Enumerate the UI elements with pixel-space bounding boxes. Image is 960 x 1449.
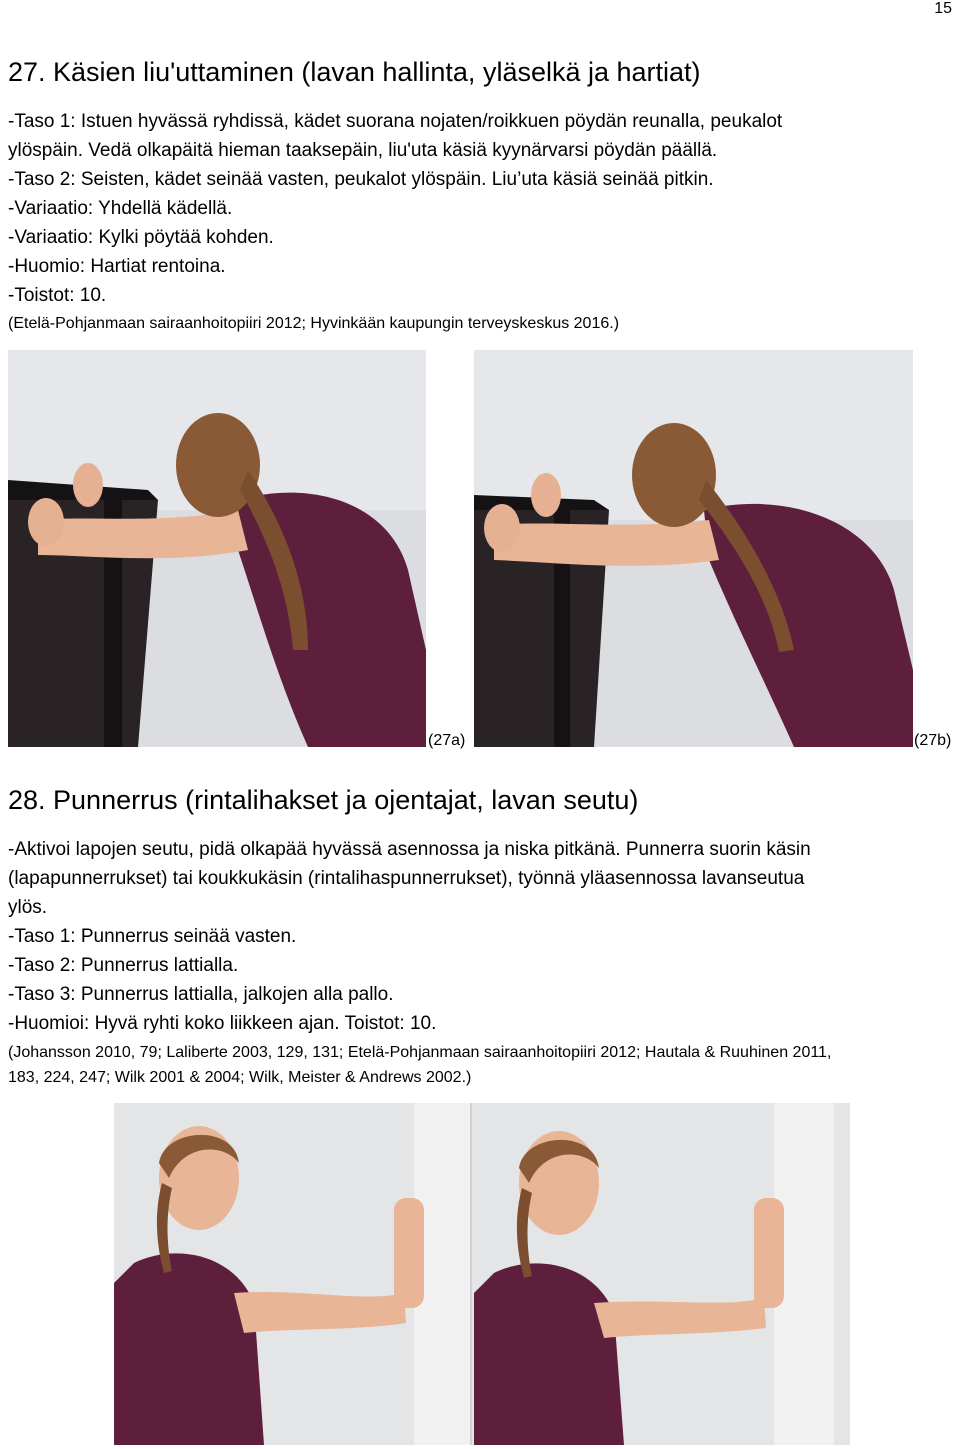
section-27-line: -Toistot: 10. (8, 285, 107, 306)
section-28-reference-line: 183, 224, 247; Wilk 2001 & 2004; Wilk, Meister & Andrews 2002.) (8, 1069, 472, 1086)
photo-27b (474, 350, 913, 747)
page-number: 15 (934, 0, 952, 17)
section-27-body (8, 107, 782, 310)
section-28-line: (lapapunnerrukset) tai koukkukäsin (rintalihaspunnerrukset), työnnä yläasennossa lavanseutua (8, 868, 805, 889)
section-28-line: -Aktivoi lapojen seutu, pidä olkapää hyvässä asennossa ja niska pitkänä. Punnerra suorin käsin (8, 839, 811, 860)
section-27-reference: (Etelä-Pohjanmaan sairaanhoitopiiri 2012; Hyvinkään kaupungin terveyskeskus 2016.) (8, 315, 620, 332)
caption-27b: (27b) (914, 732, 952, 749)
section-28-line: ylös. (8, 897, 48, 918)
photo-28 (114, 1103, 850, 1445)
section-28-body (8, 835, 811, 1038)
section-27-line: -Huomio: Hartiat rentoina. (8, 256, 226, 277)
section-28-line: -Taso 1: Punnerrus seinää vasten. (8, 926, 297, 947)
photo-27a (8, 350, 426, 747)
section-27-line: -Taso 1: Istuen hyvässä ryhdissä, kädet suorana nojaten/roikkuen pöydän reunalla, peukalot (8, 111, 783, 132)
section-27-line: ylöspäin. Vedä olkapäitä hieman taaksepäin, liu'uta käsiä kyynärvarsi pöydän päällä. (8, 140, 718, 161)
section-27-line: -Variaatio: Yhdellä kädellä. (8, 198, 233, 219)
section-27-heading: 27. Käsien liu'uttaminen (lavan hallinta, yläselkä ja hartiat) (8, 57, 701, 87)
section-28-reference-line: (Johansson 2010, 79; Laliberte 2003, 129, 131; Etelä-Pohjanmaan sairaanhoitopiiri 2012; Hautala & Ruuhinen 2011, (8, 1044, 832, 1061)
section-27-line: -Taso 2: Seisten, kädet seinää vasten, peukalot ylöspäin. Liu’uta käsiä seinää pitkin. (8, 169, 714, 190)
section-28-line: -Taso 3: Punnerrus lattialla, jalkojen alla pallo. (8, 984, 394, 1005)
section-27-line: -Variaatio: Kylki pöytää kohden. (8, 227, 274, 248)
section-28-reference (8, 1040, 831, 1090)
section-28-line: -Huomioi: Hyvä ryhti koko liikkeen ajan. Toistot: 10. (8, 1013, 437, 1034)
section-28-heading: 28. Punnerrus (rintalihakset ja ojentajat, lavan seutu) (8, 785, 639, 815)
section-28-line: -Taso 2: Punnerrus lattialla. (8, 955, 239, 976)
caption-27a: (27a) (428, 732, 466, 749)
